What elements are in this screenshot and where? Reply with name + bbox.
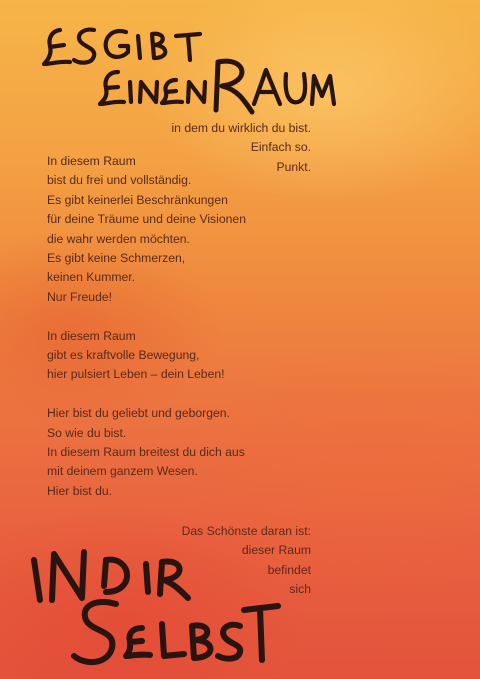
outro-line: dieser Raum	[241, 543, 311, 558]
stanza1-line: keinen Kummer.	[47, 270, 136, 285]
stanza2-line: hier pulsiert Leben – dein Leben!	[47, 367, 225, 382]
stanza1-line: für deine Träume und deine Visionen	[47, 212, 246, 227]
poem-body	[47, 152, 287, 501]
outro-line: Das Schönste daran ist:	[181, 524, 311, 538]
stanza1-line: Es gibt keine Schmerzen,	[47, 251, 186, 266]
stanza2-line: In diesem Raum	[47, 328, 136, 343]
stanza1-line: Nur Freude!	[47, 289, 113, 304]
title-line1-lettering	[44, 30, 200, 64]
stanza1-line: In diesem Raum	[47, 154, 136, 168]
closing-line2-lettering	[74, 602, 278, 662]
intro-line: Punkt.	[276, 159, 311, 174]
stanza2-line: gibt es kraftvolle Bewegung,	[47, 348, 200, 363]
stanza3-line: In diesem Raum breitest du dich aus	[47, 445, 245, 460]
stanza3-line: Hier bist du.	[47, 483, 113, 498]
outro-block	[150, 522, 311, 600]
outro-line: befindet	[267, 562, 311, 577]
stanza3-line: Hier bist du geliebt und geborgen.	[47, 406, 230, 421]
stanza-gap	[47, 307, 287, 326]
title-line2-lettering	[100, 61, 334, 112]
stanza3-line: mit deinem ganzem Wesen.	[47, 464, 198, 479]
intro-line: in dem du wirklich du bist.	[171, 121, 311, 135]
intro-line: Einfach so.	[250, 140, 311, 155]
stanza1-line: die wahr werden möchten.	[47, 231, 190, 246]
stanza1-line: Es gibt keinerlei Beschränkungen	[47, 192, 228, 207]
stanza-gap	[47, 385, 287, 404]
stanza3-line: So wie du bist.	[47, 425, 127, 440]
outro-line: sich	[289, 582, 311, 597]
stanza1-line: bist du frei und vollständig.	[47, 173, 192, 188]
